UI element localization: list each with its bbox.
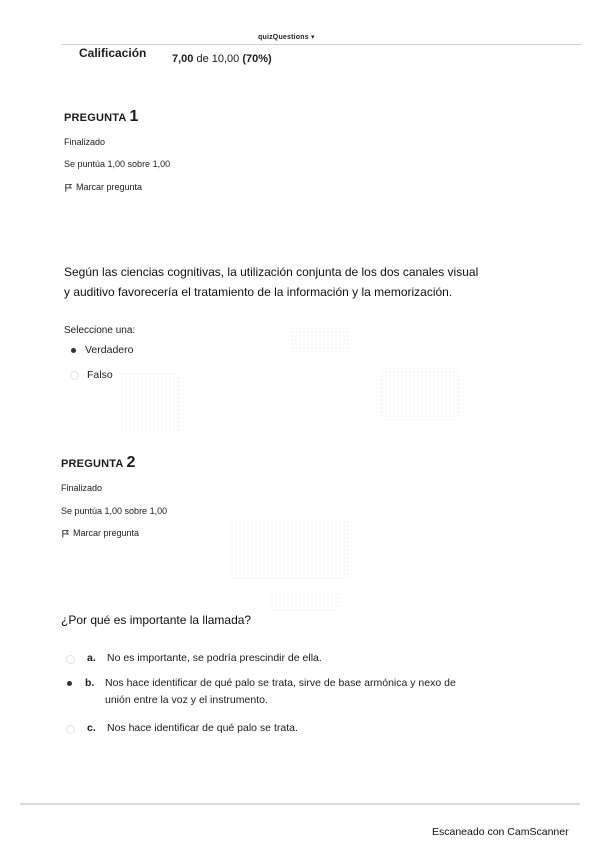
- scan-noise: [290, 330, 350, 350]
- answer-text-continued: unión entre la voz y el instrumento.: [105, 694, 268, 706]
- grade-percent: (70%): [242, 53, 272, 65]
- page-bottom-edge: [20, 803, 580, 805]
- question-1-text: [64, 262, 478, 302]
- cut-off-header-text: quizQuestions ▾: [258, 34, 315, 41]
- divider: [62, 44, 582, 45]
- question-1-status: Finalizado: [64, 137, 106, 147]
- question-label: PREGUNTA: [61, 458, 124, 470]
- question-2-text: ¿Por qué es importante la llamada?: [61, 613, 252, 627]
- question-1-heading: [64, 108, 139, 126]
- grade-label: Calificación: [79, 46, 147, 60]
- scan-noise: [380, 370, 460, 420]
- question-2-heading: [61, 454, 136, 472]
- option-label: Verdadero: [85, 344, 134, 356]
- grade-score: 7,00: [172, 53, 194, 65]
- answer-text: No es importante, se podría prescindir de ella.: [107, 652, 322, 664]
- grade-value: [172, 53, 272, 65]
- radio-unselected[interactable]: [70, 371, 79, 380]
- question-2-points: Se puntúa 1,00 sobre 1,00: [61, 506, 168, 516]
- grade-rest: de 10,00: [193, 53, 243, 65]
- answer-letter: a.: [87, 652, 96, 664]
- scan-noise: [230, 520, 350, 580]
- flag-icon: [61, 529, 70, 538]
- question-text-line: Según las ciencias cognitivas, la utilización conjunta de los dos canales visual: [64, 265, 479, 279]
- question-text-line: y auditivo favorecería el tratamiento de la información y la memorización.: [64, 285, 453, 299]
- answer-b[interactable]: [66, 675, 456, 709]
- radio-selected[interactable]: [71, 348, 76, 353]
- question-1-flag-button[interactable]: [64, 182, 142, 192]
- answer-text: Nos hace identificar de qué palo se trata, sirve de base armónica y nexo de: [105, 677, 456, 689]
- select-one-label: Seleccione una:: [64, 325, 136, 336]
- flag-label: Marcar pregunta: [73, 528, 140, 538]
- question-1-points: Se puntúa 1,00 sobre 1,00: [64, 159, 171, 169]
- answer-text: Nos hace identificar de qué palo se trata.: [107, 722, 298, 734]
- answer-letter: b.: [85, 677, 95, 689]
- question-label: PREGUNTA: [64, 112, 127, 124]
- question-number: 1: [129, 108, 139, 125]
- question-2-flag-button[interactable]: [61, 528, 139, 538]
- option-falso[interactable]: [70, 369, 113, 381]
- option-verdadero[interactable]: [70, 344, 133, 356]
- answer-a[interactable]: [66, 650, 322, 667]
- radio-unselected[interactable]: [66, 655, 75, 664]
- question-number: 2: [126, 454, 136, 471]
- answer-c[interactable]: [66, 720, 298, 737]
- scanner-watermark: Escaneado con CamScanner: [432, 826, 569, 838]
- radio-selected[interactable]: [67, 681, 72, 686]
- flag-label: Marcar pregunta: [76, 182, 143, 192]
- flag-icon: [64, 183, 73, 192]
- answer-letter: c.: [87, 722, 96, 734]
- scan-noise: [270, 592, 340, 612]
- radio-unselected[interactable]: [66, 725, 75, 734]
- question-2-status: Finalizado: [61, 483, 103, 493]
- option-label: Falso: [87, 369, 113, 381]
- scan-noise: [120, 372, 180, 432]
